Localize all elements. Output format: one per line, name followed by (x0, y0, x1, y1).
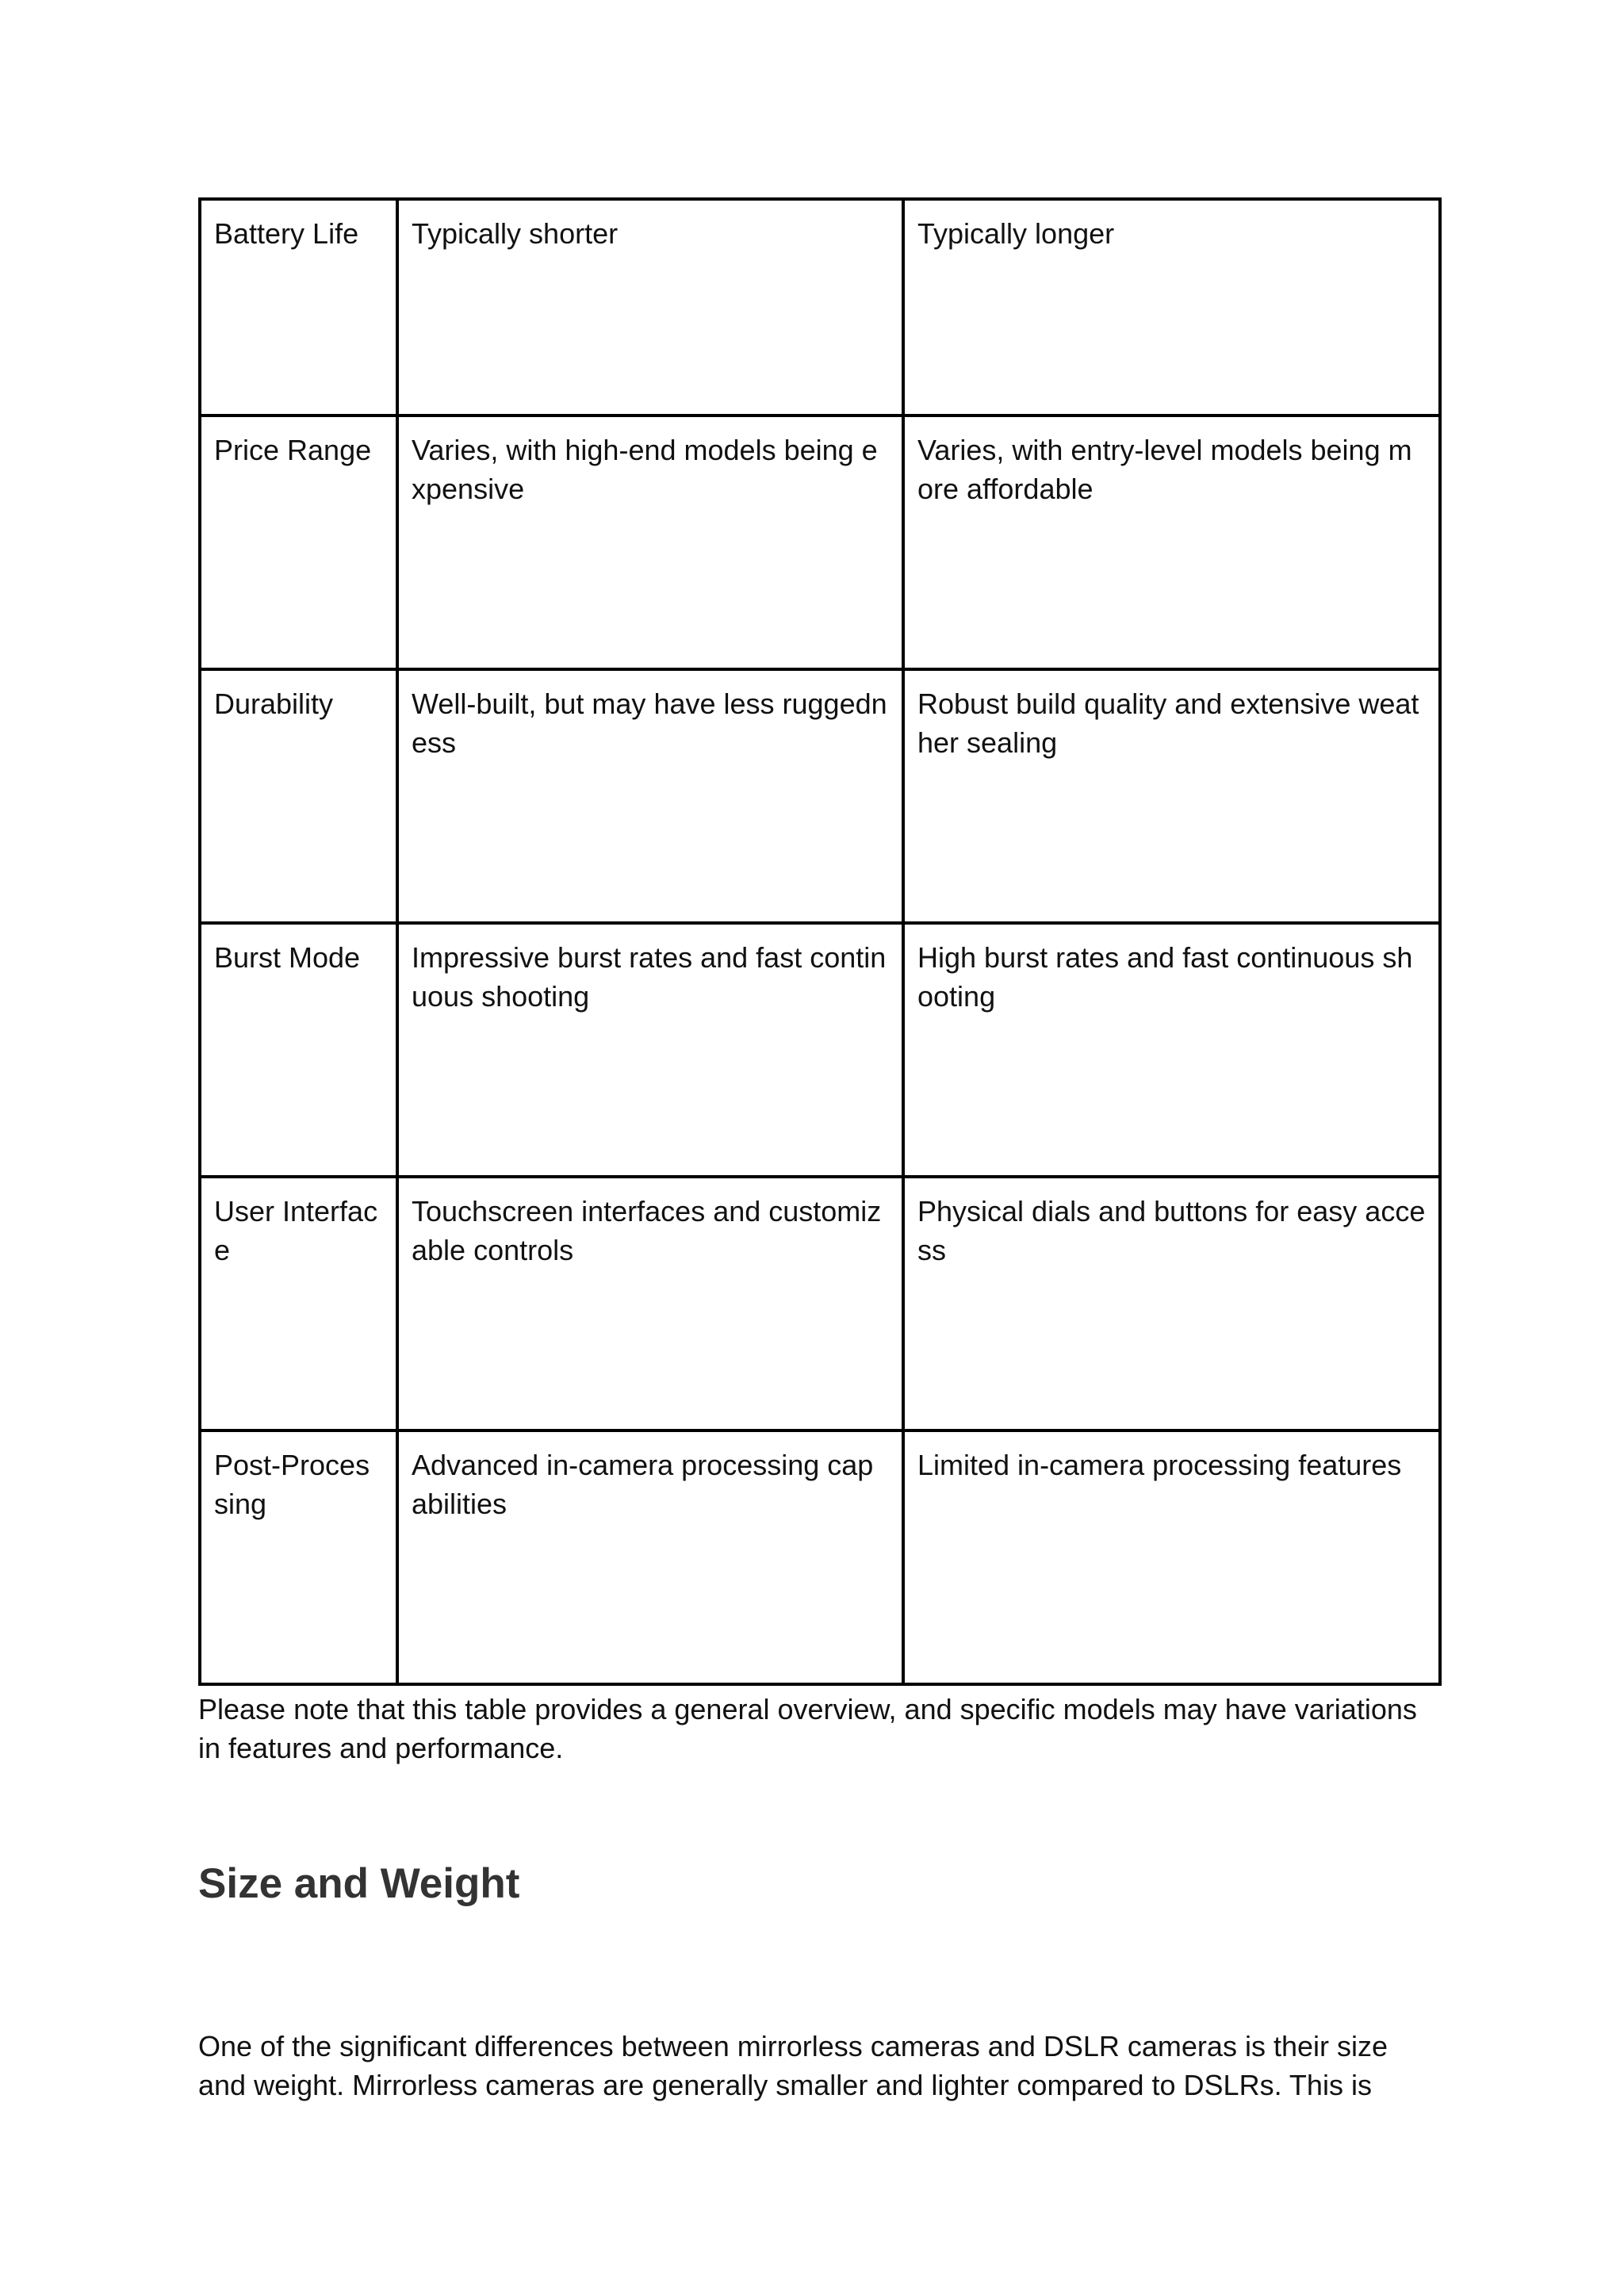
feature-cell: Price Range (200, 416, 397, 669)
dslr-cell: Robust build quality and extensive weather sealing (903, 669, 1440, 923)
feature-cell: Burst Mode (200, 923, 397, 1177)
section-paragraph: One of the significant differences between mirrorless cameras and DSLR cameras is their size and weight. Mirrorless cameras are generally smaller and lighter compared to DSLRs. This is (198, 2030, 1388, 2101)
table-row (200, 669, 1440, 923)
page-content (198, 197, 1438, 2104)
feature-cell: Durability (200, 669, 397, 923)
feature-cell: Post-Processing (200, 1430, 397, 1684)
mirrorless-cell: Typically shorter (397, 199, 903, 416)
mirrorless-cell: Varies, with high-end models being expensive (397, 416, 903, 669)
comparison-table (198, 197, 1442, 1686)
dslr-cell: Varies, with entry-level models being more affordable (903, 416, 1440, 669)
feature-cell: User Interface (200, 1177, 397, 1430)
section-heading: Size and Weight (198, 1860, 520, 1907)
dslr-cell: Typically longer (903, 199, 1440, 416)
dslr-cell: High burst rates and fast continuous shooting (903, 923, 1440, 1177)
dslr-cell: Limited in-camera processing features (903, 1430, 1440, 1684)
mirrorless-cell: Touchscreen interfaces and customizable controls (397, 1177, 903, 1430)
mirrorless-cell: Well-built, but may have less ruggedness (397, 669, 903, 923)
table-row (200, 1177, 1440, 1430)
table-note: Please note that this table provides a general overview, and specific models may have variations in features and performance. (198, 1693, 1417, 1764)
table-row (200, 923, 1440, 1177)
table-row (200, 199, 1440, 416)
feature-cell: Battery Life (200, 199, 397, 416)
mirrorless-cell: Advanced in-camera processing capabilities (397, 1430, 903, 1684)
table-row (200, 416, 1440, 669)
mirrorless-cell: Impressive burst rates and fast continuous shooting (397, 923, 903, 1177)
table-row (200, 1430, 1440, 1684)
dslr-cell: Physical dials and buttons for easy access (903, 1177, 1440, 1430)
